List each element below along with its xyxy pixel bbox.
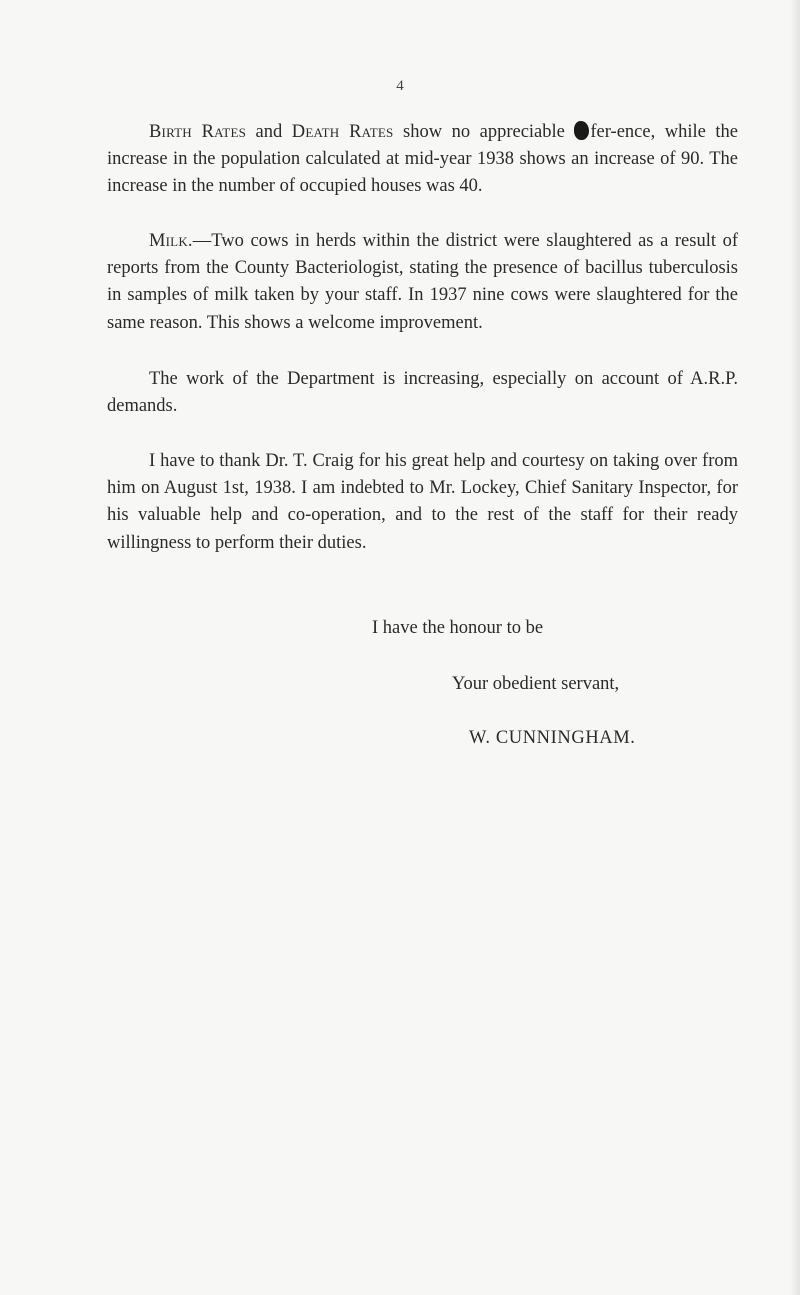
heading-birth-rates: Birth Rates bbox=[149, 122, 247, 142]
page-number: 4 bbox=[396, 78, 404, 94]
birth-text-before-blot: show no appreciable bbox=[393, 122, 575, 142]
conjunction-text: and bbox=[246, 122, 292, 142]
paragraph-thanks: I have to thank Dr. T. Craig for his great help and courtesy on taking over from him on August 1st, 1938. I am indebted to Mr. Lockey, Chief Sanitary Inspector, for his valuable help and co-operation, and to the rest of the staff for their ready willingness to perform their duties. bbox=[107, 451, 738, 553]
heading-death-rates: Death Rates bbox=[291, 122, 394, 142]
closing-servant-line: Your obedient servant, bbox=[452, 674, 620, 694]
paragraph-birth-death-rates bbox=[107, 119, 738, 201]
milk-text: —Two cows in herds within the district were slaughtered as a result of reports from the County Bacteriologist, stating the presence of bacillus tuberculosis in samples of milk taken by your staff. In 1937 nine cows were slaughtered for the same reason. This shows a welcome improvement. bbox=[107, 231, 738, 333]
birth-text-after-blot: fer-ence, while the increase in the population calculated at mid-year 1938 shows an increase of 90. The increase in the number of occupied houses was 40. bbox=[107, 122, 738, 197]
signature: W. CUNNINGHAM. bbox=[469, 728, 636, 748]
heading-milk: Milk. bbox=[149, 231, 193, 251]
paragraph-department-work: The work of the Department is increasing, especially on account of A.R.P. demands. bbox=[107, 369, 738, 417]
closing-honour-line: I have the honour to be bbox=[372, 618, 544, 638]
paragraph-milk bbox=[107, 228, 738, 337]
ink-blot-mark bbox=[574, 121, 589, 140]
page-edge-shadow bbox=[790, 0, 800, 1295]
